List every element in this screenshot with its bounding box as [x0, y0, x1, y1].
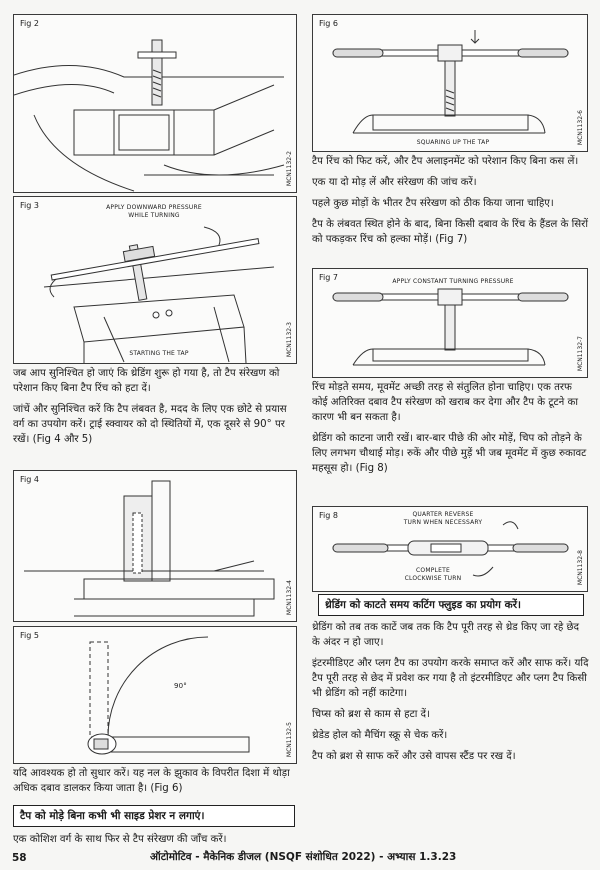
fig3-caption-top: APPLY DOWNWARD PRESSURE [106, 204, 202, 211]
figure-4 [13, 470, 297, 622]
fig6-code: MCN1132-6 [577, 109, 584, 145]
fig2-code: MCN1132-2 [286, 150, 293, 186]
fig8-label: Fig 8 [319, 511, 338, 520]
left-text-block-1 [13, 366, 297, 453]
right-text-block-3 [312, 620, 590, 770]
footer-title: ऑटोमोटिव - मैकेनिक डीजल (NSQF संशोधित 2022) - अभ्यास 1.3.23 [150, 851, 457, 863]
fig5-code: MCN1132-5 [286, 721, 293, 757]
fig7-label: Fig 7 [319, 273, 338, 282]
figure-2 [13, 14, 297, 193]
right-paragraph-6: थ्रेडिंग को काटना जारी रखें। बार-बार पीछे की ओर मोड़ें, चिप को तोड़ने के लिए लगभग चौथाई मोड़। रुकें और पीछे मुड़ें भी जब मूवमेंट में कुछ रुकावट महसूस हो। (Fig 8) [312, 433, 587, 474]
fig4-code: MCN1132-4 [286, 579, 293, 615]
right-paragraph-7: थ्रेडिंग को तब तक काटें जब तक कि टैप पूरी तरह से थ्रेड किए जा रहे छेद के अंदर न हो जाए। [312, 622, 580, 648]
right-paragraph-5: रिंच मोड़ते समय, मूवमेंट अच्छी तरह से संतुलित होना चाहिए। एक तरफ कोई अतिरिक्त दबाव टैप संरेखण को खराब कर देगा और टैप के टूटने का कारण भी बन सकता है। [312, 382, 578, 423]
fig7-caption: APPLY CONSTANT TURNING PRESSURE [392, 278, 514, 285]
page-number: 58 [12, 852, 27, 864]
left-paragraph-1: जब आप सुनिश्चित हो जाएं कि थ्रेडिंग शुरू हो गया है, तो टैप संरेखण को परेशान किए बिना टैप रिंच को हटा दें। [13, 368, 280, 394]
figure-8 [312, 506, 588, 592]
fig3-drawing [14, 197, 296, 363]
fig8-caption-bottom: COMPLETE [416, 567, 450, 574]
right-paragraph-4: टैप के लंबवत स्थित होने के बाद, बिना किसी दबाव के रिंच के हैंडल के सिरों को पकड़कर रिंच को हल्का मोड़ें। (Fig 7) [312, 219, 588, 245]
figure-3 [13, 196, 297, 364]
left-paragraph-3: यदि आवश्यक हो तो सुधार करें। यह नल के झुकाव के विपरीत दिशा में थोड़ा अधिक दबाव डालकर किया जाता है। (Fig 6) [13, 768, 290, 794]
right-paragraph-11: टैप को ब्रश से साफ करें और उसे वापस स्टैंड पर रख दें। [312, 751, 516, 762]
fig5-label: Fig 5 [20, 631, 39, 640]
figure-5 [13, 626, 297, 764]
fig2-label: Fig 2 [20, 19, 39, 28]
fig4-label: Fig 4 [20, 475, 39, 484]
right-paragraph-2: एक या दो मोड़ लें और संरेखण की जांच करें। [312, 177, 477, 188]
fig8-code: MCN1132-8 [577, 549, 584, 585]
fig7-code: MCN1132-7 [577, 335, 584, 371]
left-paragraph-2: जांचें और सुनिश्चित करें कि टैप लंबवत है, मदद के लिए एक छोटे से प्रयास वर्ग का उपयोग करें। ट्राई स्क्वायर को दो स्थितियों में, एक दूसरे से 90° पर रखें। (Fig 4 और 5) [13, 404, 287, 445]
fig6-label: Fig 6 [319, 19, 338, 28]
right-paragraph-8: इंटरमीडिएट और प्लग टैप का उपयोग करके समाप्त करें और साफ करें। यदि टैप पूरी तरह से छेद में प्रवेश कर गया है तो इंटरमीडिएट और प्लग टैप किसी भी थ्रेडिंग को नहीं काटेगा। [312, 658, 589, 699]
left-text-block-2 [13, 766, 297, 802]
left-section-heading: टैप को मोड़े बिना कभी भी साइड प्रेशर न लगाएं। [13, 805, 295, 827]
figure-6 [312, 14, 588, 152]
fig2-drawing [14, 15, 296, 192]
figure-7 [312, 268, 588, 378]
right-paragraph-10: थ्रेडेड होल को मैचिंग स्क्रू से चेक करें। [312, 730, 448, 741]
right-section-heading: थ्रेडिंग को काटते समय कटिंग फ्लुइड का प्रयोग करें। [318, 594, 584, 616]
right-text-block-2 [312, 380, 590, 482]
fig6-drawing [313, 15, 587, 151]
fig3-caption-top2: WHILE TURNING [128, 212, 180, 219]
fig8-caption-top: QUARTER REVERSE [412, 511, 474, 518]
left-paragraph-4: एक कोशिश वर्ग के साथ फिर से टैप संरेखण की जाँच करें। [13, 834, 227, 845]
fig3-code: MCN1132-3 [286, 321, 293, 357]
fig5-angle: 90° [174, 682, 188, 690]
right-paragraph-9: चिप्स को ब्रश से काम से हटा दें। [312, 709, 430, 720]
right-paragraph-3: पहले कुछ मोड़ों के भीतर टैप संरेखण को ठीक किया जाना चाहिए। [312, 198, 554, 209]
fig3-label: Fig 3 [20, 201, 39, 210]
fig5-drawing [14, 627, 296, 763]
fig8-caption-bottom2: CLOCKWISE TURN [404, 575, 462, 582]
right-text-block-1 [312, 154, 590, 253]
fig3-caption-bottom: STARTING THE TAP [129, 350, 189, 357]
right-paragraph-1: टैप रिंच को फिट करें, और टैप अलाइनमेंट को परेशान किए बिना कस लें। [312, 156, 579, 167]
fig4-drawing [14, 471, 296, 621]
fig6-caption: SQUARING UP THE TAP [416, 139, 490, 146]
fig7-drawing [313, 269, 587, 377]
fig8-caption-top2: TURN WHEN NECESSARY [403, 519, 483, 526]
